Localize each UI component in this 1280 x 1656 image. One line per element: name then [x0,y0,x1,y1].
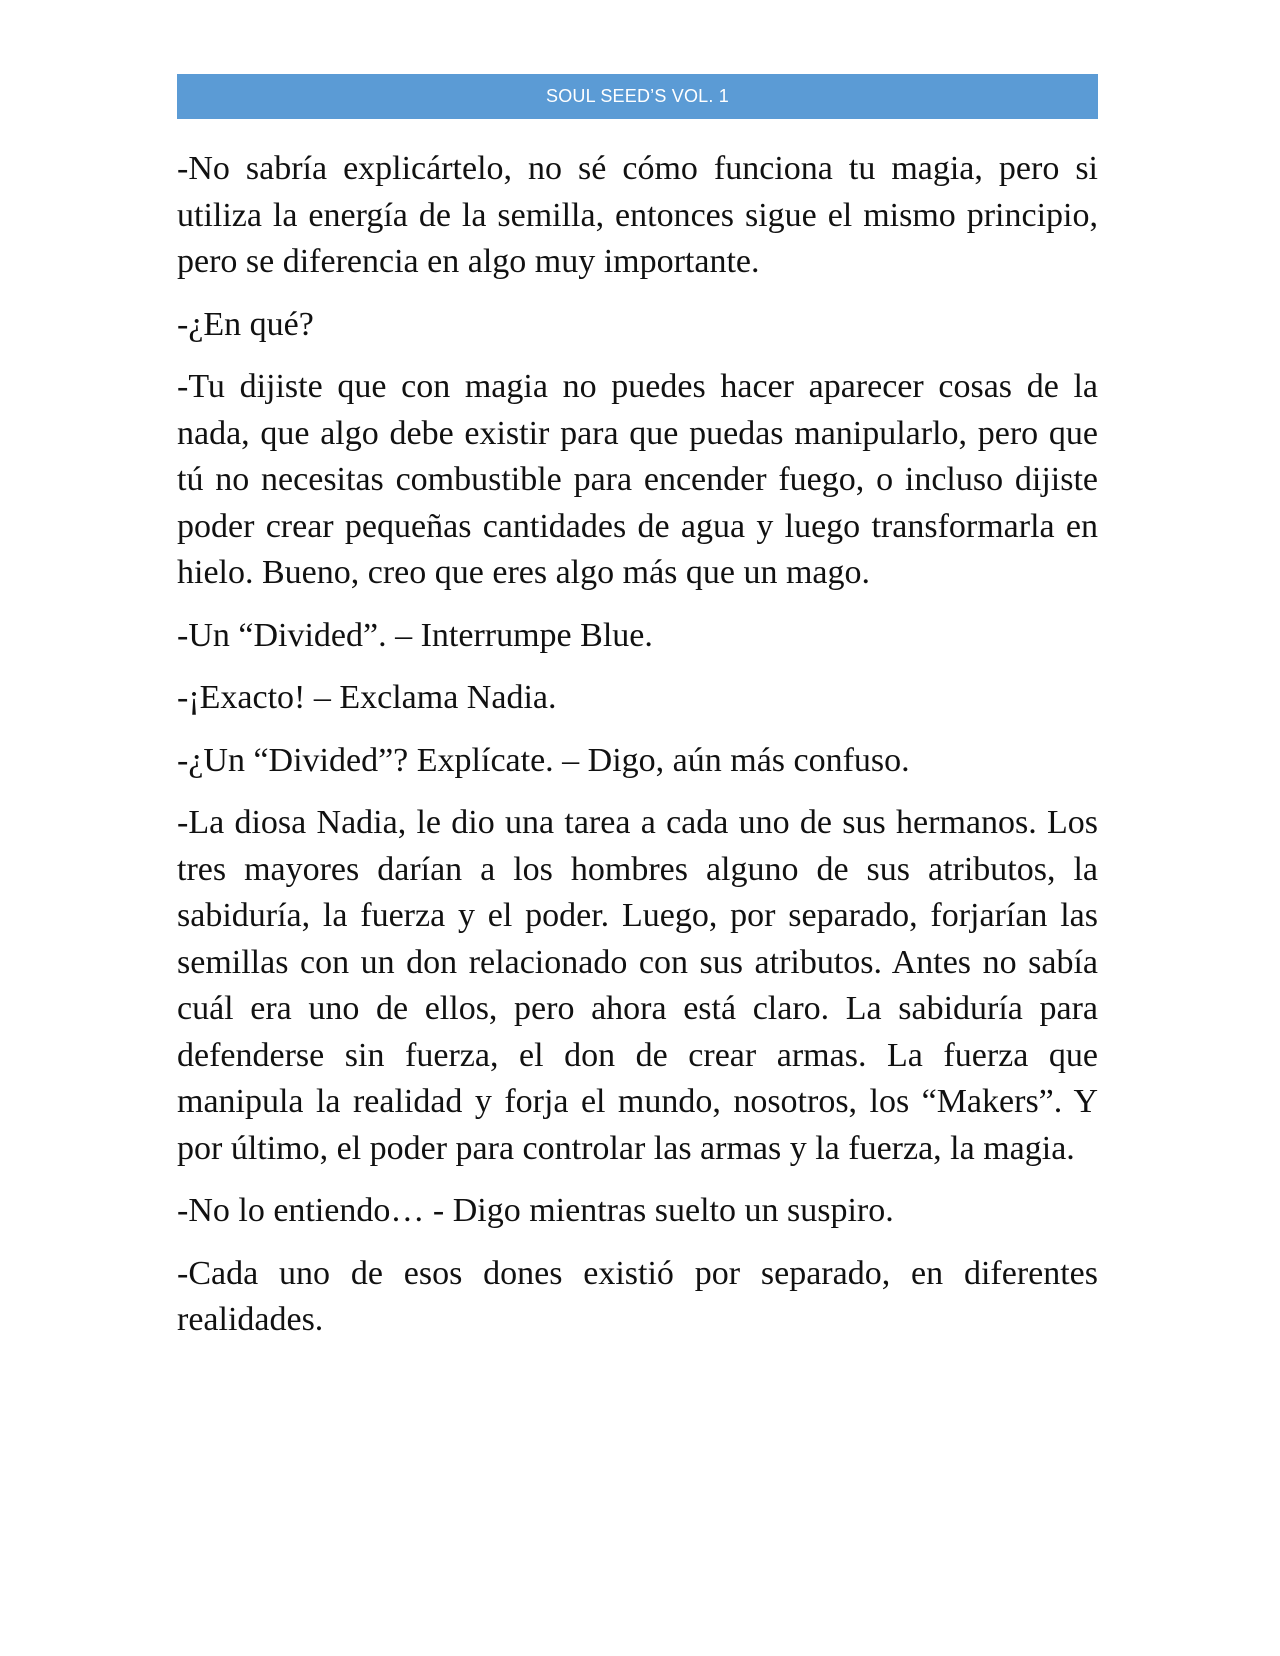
running-header-title: SOUL SEED’S VOL. 1 [545,86,729,106]
paragraph: -¡Exacto! – Exclama Nadia. [177,679,557,716]
paragraph: -No sabría explicártelo, no sé cómo funciona tu magia, pero si utiliza la energía de la semilla, entonces sigue el mismo principio, pero se diferencia en algo muy importante. [177,150,1098,280]
paragraph: -No lo entiendo… - Digo mientras suelto un suspiro. [177,1192,894,1229]
paragraph: -¿Un “Divided”? Explícate. – Digo, aún más confuso. [177,741,910,779]
paragraph: -Cada uno de esos dones existió por separado, en diferentes realidades. [177,1254,1098,1338]
running-header [177,74,1098,119]
paragraph: -Tu dijiste que con magia no puedes hacer aparecer cosas de la nada, que algo debe existir para que puedas manipularlo, pero que tú no necesitas combustible para encender fuego, o incluso dijiste poder crear pequeñas cantidades de agua y luego transformarla en hielo. Bueno, creo que eres algo más que un mago. [177,368,1098,591]
paragraph: -La diosa Nadia, le dio una tarea a cada uno de sus hermanos. Los tres mayores darían a los hombres alguno de sus atributos, la sabiduría, la fuerza y el poder. Luego, por separado, forjarían las semillas con un don relacionado con sus atributos. Antes no sabía cuál era uno de ellos, pero ahora está claro. La sabiduría para defenderse sin fuerza, el don de crear armas. La fuerza que manipula la realidad y forja el mundo, nosotros, los “Makers”. Y por último, el poder para controlar las armas y la fuerza, la magia. [177,804,1098,1167]
paragraph: -¿En qué? [177,305,314,343]
paragraph: -Un “Divided”. – Interrumpe Blue. [177,616,653,654]
body-text [177,146,1098,1360]
